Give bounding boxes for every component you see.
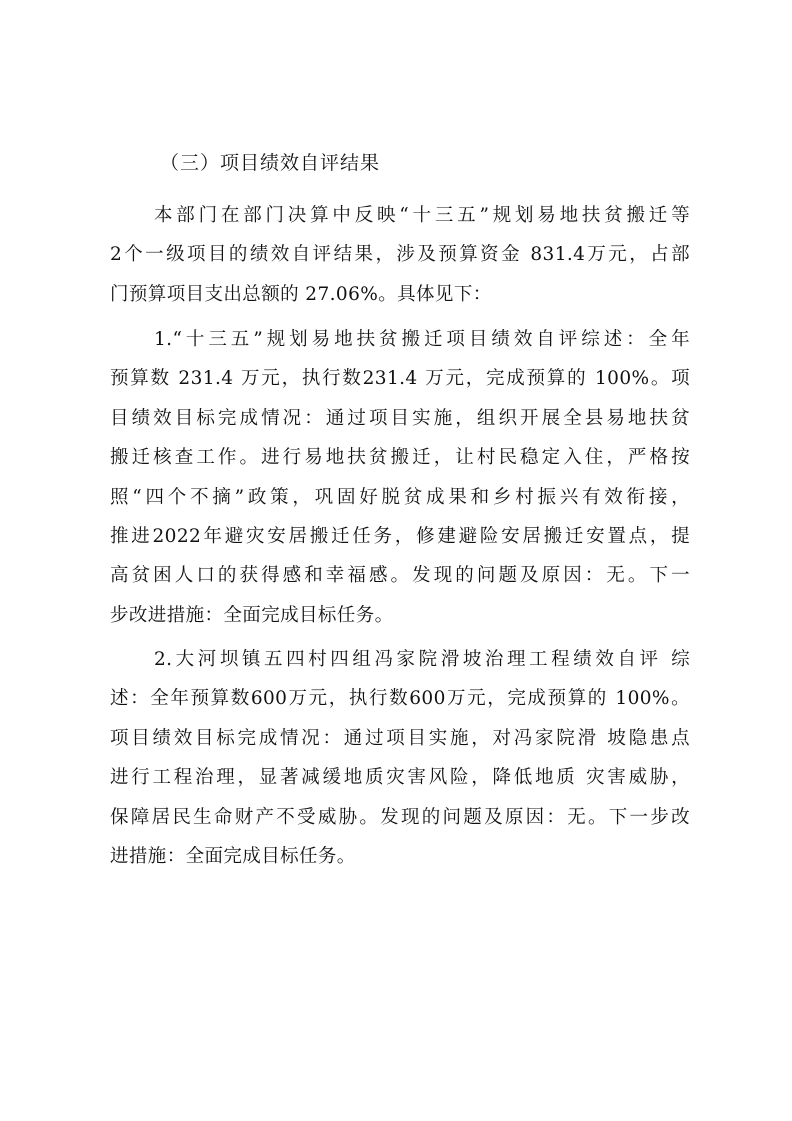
- paragraph-line: 推进2022年避灾安居搬迁任务，修建避险安居搬迁安置点，提: [110, 525, 690, 547]
- item-1-paragraph: [110, 325, 690, 640]
- paragraph-line: 2.大河坝镇五四村四组冯家院滑坡治理工程绩效自评 综: [154, 649, 690, 670]
- paragraph-line: 进措施：全面完成目标任务。: [110, 845, 356, 867]
- paragraph-line: 目绩效目标完成情况：通过项目实施，组织开展全县易地扶贫: [110, 407, 690, 429]
- paragraph-line: 项目绩效目标完成情况：通过项目实施，对冯家院滑 坡隐患点: [110, 727, 690, 749]
- paragraph-line: 保障居民生命财产不受威胁。发现的问题及原因：无。下一步改: [110, 806, 690, 828]
- section-heading: （三）项目绩效自评结果: [160, 152, 381, 174]
- paragraph-line: 预算数 231.4 万元，执行数231.4 万元，完成预算的 100%。项: [110, 368, 690, 390]
- paragraph-line: 步改进措施：全面完成目标任务。: [110, 604, 394, 626]
- paragraph-line: 2个一级项目的绩效自评结果，涉及预算资金 831.4万元，占部: [110, 244, 690, 266]
- paragraph-line: 进行工程治理，显著减缓地质灾害风险，降低地质 灾害威胁，: [110, 767, 690, 789]
- intro-paragraph: [110, 201, 690, 319]
- paragraph-line: 高贫困人口的获得感和幸福感。发现的问题及原因：无。下一: [110, 565, 690, 587]
- paragraph-line: 述：全年预算数600万元，执行数600万元，完成预算的 100%。: [110, 688, 690, 710]
- paragraph-line: 照“四个不摘”政策，巩固好脱贫成果和乡村振兴有效衔接，: [110, 486, 690, 508]
- paragraph-line: 1.“十三五”规划易地扶贫搬迁项目绩效自评综述：全年: [154, 329, 690, 350]
- item-2-paragraph: [110, 645, 690, 881]
- paragraph-line: 搬迁核查工作。进行易地扶贫搬迁，让村民稳定入住，严格按: [110, 447, 690, 469]
- paragraph-line: 门预算项目支出总额的 27.06%。具体见下：: [110, 283, 492, 305]
- paragraph-line: 本部门在部门决算中反映“十三五”规划易地扶贫搬迁等: [154, 205, 690, 226]
